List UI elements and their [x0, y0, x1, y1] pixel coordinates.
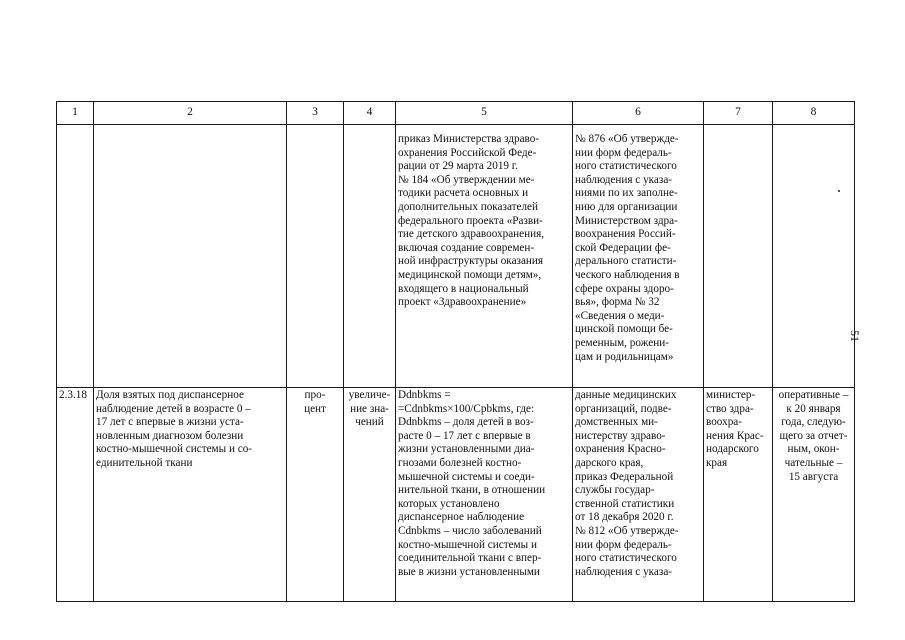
cell-unit: про- цент: [287, 388, 344, 602]
cell-indicator-name: [94, 125, 287, 388]
header-cell-5: 5: [396, 102, 573, 125]
cell-data-source: № 876 «Об утвержде- нии форм федераль- ного статистического наблюдения с указа- ниями по их заполне- нию для организации Министерством здра- воохранения Россий- ской Федерации фе- дерального статисти- ческого наблюдения в сфере охраны здоро- вья», форма № 32 «Сведения о меди- цинской помощи бе- ременным, рожени- цам и родильницам»: [573, 125, 704, 388]
cell-unit: [287, 125, 344, 388]
cell-deadline: оперативные – к 20 января года, следую- щего за отчет- ным, окон- чательные – 15 августа: [773, 388, 855, 602]
scan-speck: [838, 190, 840, 192]
header-cell-7: 7: [704, 102, 773, 125]
cell-data-source: данные медицинских организаций, подве- домственных ми- нистерству здраво- охранения Красно- дарского края, приказ Федеральной службы государ- ственной статистики от 18 декабря 2020 г. № 812 «Об утвержде- нии форм федераль- ного статистического наблюдения с указа-: [573, 388, 704, 602]
header-cell-2: 2: [94, 102, 287, 125]
cell-deadline: [773, 125, 855, 388]
cell-indicator-name: Доля взятых под диспансерное наблюдение детей в возрасте 0 – 17 лет с впервые в жизни уста- новленным диагнозом болезни костно-мышечной системы и со- единительной ткани: [94, 388, 287, 602]
table-row: [57, 388, 855, 602]
cell-number: [57, 125, 94, 388]
table-header-row: [57, 102, 855, 125]
cell-responsible: [704, 125, 773, 388]
header-cell-3: 3: [287, 102, 344, 125]
header-cell-8: 8: [773, 102, 855, 125]
cell-methodology: Ddnbkms = =Cdnbkms×100/Cpbkms, где: Ddnbkms – доля детей в воз- расте 0 – 17 лет с впервые в жизни установленными диа- гнозами болезней костно- мышечной системы и соеди- нительной ткани, в отношении которых установлено диспансерное наблюдение Cdnbkms – число заболеваний костно-мышечной системы и соединительной ткани с впер- вые в жизни установленными: [396, 388, 573, 602]
page-number: 51: [848, 330, 862, 342]
table-row: [57, 125, 855, 388]
indicators-table: [56, 101, 855, 602]
header-cell-1: 1: [57, 102, 94, 125]
cell-number: 2.3.18: [57, 388, 94, 602]
header-cell-6: 6: [573, 102, 704, 125]
header-cell-4: 4: [344, 102, 396, 125]
cell-methodology: приказ Министерства здраво- охранения Российской Феде- рации от 29 марта 2019 г. № 184 «Об утверждении ме- тодики расчета основных и дополнительных показателей федерального проекта «Разви- тие детского здравоохранения, включая создание современ- ной инфраструктуры оказания медицинской помощи детям», входящего в национальный проект «Здравоохранение»: [396, 125, 573, 388]
cell-trend: увеличе- ние зна- чений: [344, 388, 396, 602]
cell-responsible: министер- ство здра- воохра- нения Крас- нодарского края: [704, 388, 773, 602]
cell-trend: [344, 125, 396, 388]
